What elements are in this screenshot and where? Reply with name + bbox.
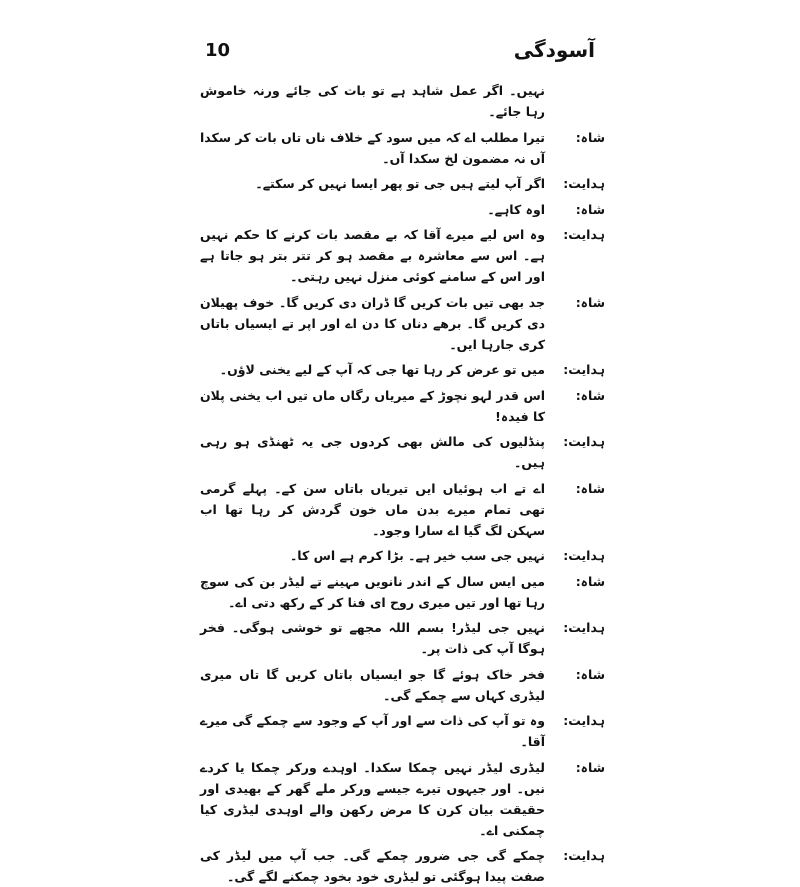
dialogue-entry bbox=[200, 385, 605, 427]
speaker-label: ہدایت: bbox=[563, 848, 605, 863]
speaker-label: شاہ: bbox=[575, 387, 605, 403]
speaker-label: ہدایت: bbox=[563, 548, 605, 563]
speaker-label: ہدایت: bbox=[563, 227, 605, 242]
running-head bbox=[205, 40, 595, 70]
speaker-label: ہدایت: bbox=[563, 434, 605, 449]
speech-text: پنڈلیوں کی مالش بھی کردوں جی یہ ٹھنڈی ہو رہی ہیں۔ bbox=[200, 434, 545, 470]
dialogue-entry bbox=[200, 571, 605, 613]
speech-text: اے تے اب ہوئیاں ایں تیریاں باتاں سن کے۔ پہلے گرمی تھی تمام میرے بدن ماں خون گردش کر رہا تھا اب سہکن لگ گیا اے سارا وجود۔ bbox=[200, 480, 545, 538]
speech-text: وہ تو آپ کی ذات سے اور آپ کے وجود سے چمکے گی میرے آقا۔ bbox=[199, 713, 545, 749]
speech-text: وہ اس لیے میرے آقا کہ بے مقصد بات کرنے کا حکم نہیں ہے۔ اس سے معاشرہ بے مقصد ہو کر تتر بتر ہو جاتا ہے اور اس کے سامنے کوئی منزل نہیں رہتی۔ bbox=[200, 227, 545, 284]
speaker-label: شاہ: bbox=[575, 759, 605, 775]
speaker-label: ہدایت: bbox=[563, 713, 605, 728]
dialogue-entry bbox=[200, 359, 605, 380]
speaker-label: شاہ: bbox=[575, 480, 605, 496]
speech-text: اس قدر لہو نچوڑ کے میریاں رگاں ماں تیں اب یخنی پلان کا فیدہ! bbox=[200, 387, 545, 424]
dialogue-entry bbox=[200, 664, 605, 706]
speech-text: فخر خاک ہوئے گا جو ایسیاں باتاں کریں گا تاں میری لیڈری کہاں سے چمکے گی۔ bbox=[200, 666, 545, 703]
dialogue-entry bbox=[200, 845, 605, 887]
speech-text: تیرا مطلب اے کہ میں سود کے خلاف ناں تاں بات کر سکدا آں نہ مضمون لخ سکدا آں۔ bbox=[200, 129, 545, 166]
dialogue-entry bbox=[200, 757, 605, 841]
speech-text: نہیں جی لیڈر! بسم اللہ مجھے تو خوشی ہوگی۔ فخر ہوگا آپ کی ذات پر۔ bbox=[200, 620, 545, 656]
dialogue-entry bbox=[200, 199, 605, 220]
dialogue-entry bbox=[200, 545, 605, 566]
book-title: آسودگی bbox=[513, 38, 595, 62]
speaker-label: شاہ: bbox=[575, 201, 605, 217]
speech-text: نہیں۔ اگر عمل شاہد ہے تو بات کی جائے ورنہ خاموش رہا جائے۔ bbox=[200, 83, 545, 119]
speech-text: نہیں جی سب خیر ہے۔ بڑا کرم ہے اس کا۔ bbox=[289, 548, 545, 563]
page-number: 10 bbox=[205, 40, 231, 61]
dialogue-entry bbox=[200, 710, 605, 752]
dialogue-entry bbox=[200, 292, 605, 355]
speech-text: میں ایس سال کے اندر نانویں مہینے تے لیڈر بن کی سوچ رہا تھا اور تیں میری روح ای فنا کر کے رکھ دتی اے۔ bbox=[200, 573, 545, 610]
speech-text: چمکے گی جی ضرور چمکے گی۔ جب آپ میں لیڈر کی صفت پیدا ہوگئی تو لیڈری خود بخود چمکنے لگے گی۔ bbox=[200, 848, 545, 884]
dialogue-entry bbox=[200, 80, 605, 122]
speaker-label: ہدایت: bbox=[563, 176, 605, 191]
speaker-label: ہدایت: bbox=[563, 620, 605, 635]
speaker-label: ہدایت: bbox=[563, 362, 605, 377]
dialogue-entry bbox=[200, 173, 605, 194]
speech-text: اوہ کاہے۔ bbox=[487, 201, 545, 217]
dialogue-entry bbox=[200, 617, 605, 659]
dialogue-entry bbox=[200, 127, 605, 169]
speech-text: اگر آپ لیتے ہیں جی تو پھر ایسا نہیں کر سکتے۔ bbox=[255, 176, 545, 191]
speaker-label: شاہ: bbox=[575, 294, 605, 310]
speech-text: میں تو عرض کر رہا تھا جی کہ آپ کے لیے یخنی لاؤں۔ bbox=[219, 362, 545, 377]
dialogue-body bbox=[199, 80, 605, 884]
speaker-label: شاہ: bbox=[575, 573, 605, 589]
speech-text: جد بھی تیں بات کریں گا ڈران دی کریں گا۔ خوف پھیلان دی کریں گا۔ برھے دناں کا دن اے اور اپر تے ایسیاں باتاں کری جارہا ایں۔ bbox=[200, 294, 545, 352]
speech-text: لیڈری لیڈر نہیں چمکا سکدا۔ اوہدے ورکر چمکا یا کردے نیں۔ اور جیہوں تیرے جیسے ورکر ملے گھر کے بھیدی اور حقیقت بیان کرن کا مرض رکھن والے اوہدی لیڈری کیا چمکنی اے۔ bbox=[200, 759, 545, 838]
speaker-label: شاہ: bbox=[575, 666, 605, 682]
dialogue-entry bbox=[200, 224, 605, 287]
speaker-label: شاہ: bbox=[575, 129, 605, 145]
dialogue-entry bbox=[200, 478, 605, 541]
dialogue-entry bbox=[200, 431, 605, 473]
